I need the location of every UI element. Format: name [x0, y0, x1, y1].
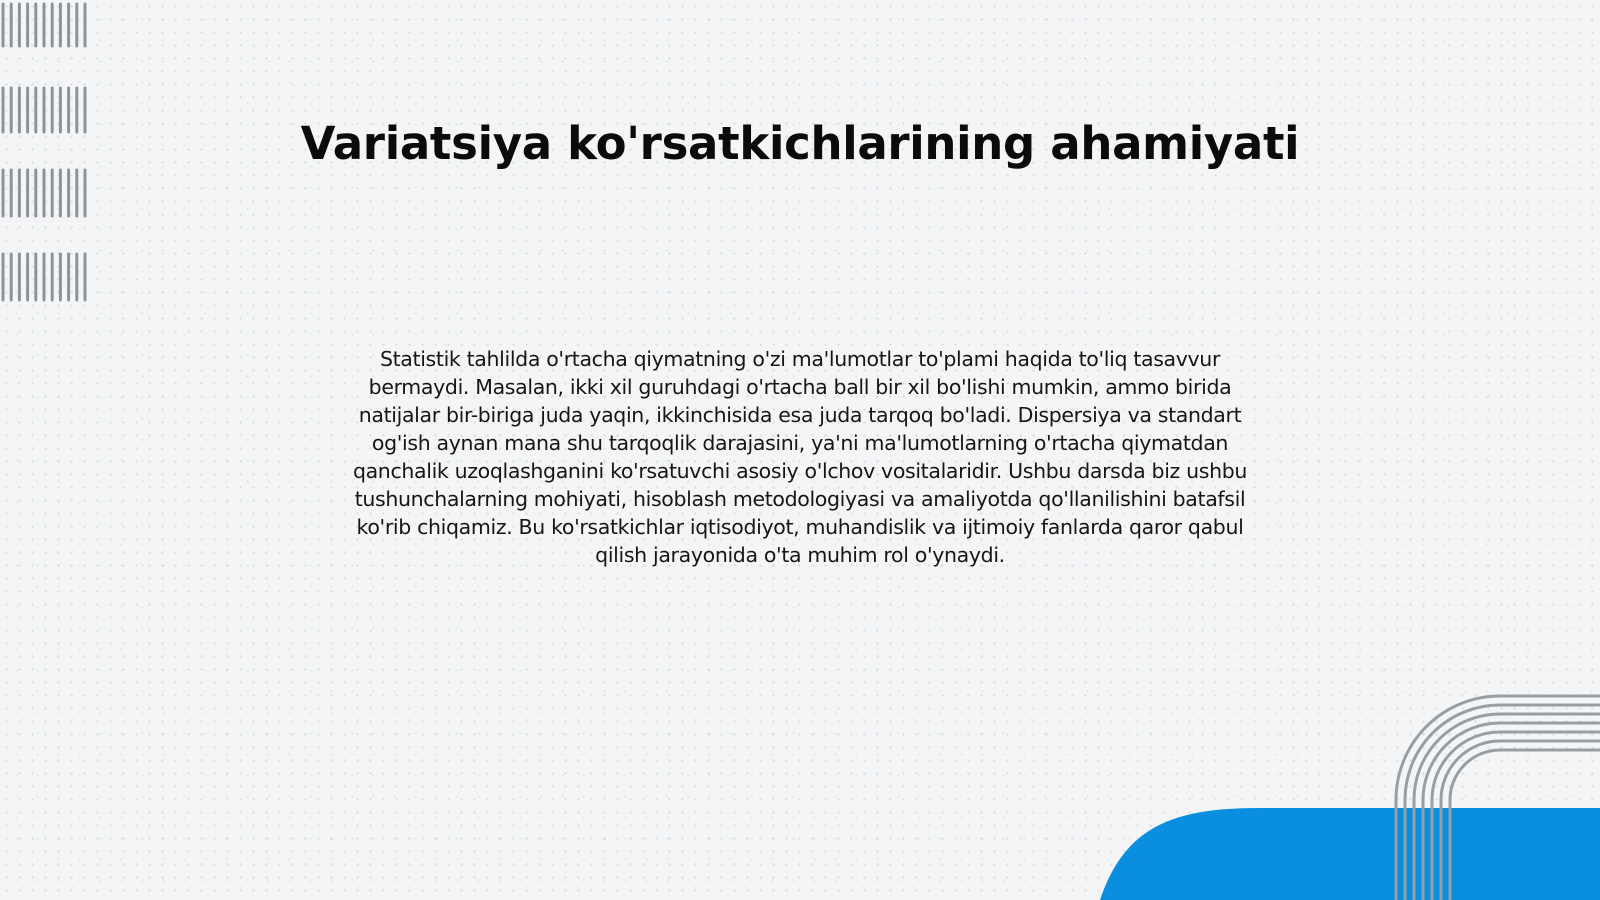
- blue-accent-shape: [1100, 808, 1600, 900]
- vertical-stripes-icon: [0, 0, 96, 310]
- concentric-arches-icon: [1100, 660, 1600, 900]
- slide-body-text: Statistik tahlilda o'rtacha qiymatning o'zi ma'lumotlar to'plami haqida to'liq tasavvur bermaydi. Masalan, ikki xil guruhdagi o'rtacha ball bir xil bo'lishi mumkin, ammo birida natijalar bir-biriga juda yaqin, ikkinchisida esa juda tarqoq bo'ladi. Dispersiya va standart og'ish aynan mana shu tarqoqlik darajasini, ya'ni ma'lumotlarning o'rtacha qiymatdan qanchalik uzoqlashganini ko'rsatuvchi asosiy o'lchov vositalaridir. Ushbu darsda biz ushbu tushunchalarning mohiyati, hisoblash metodologiyasi va amaliyotda qo'llanilishini batafsil ko'rib chiqamiz. Bu ko'rsatkichlar iqtisodiyot, muhandislik va ijtimoiy fanlarda qaror qabul qilish jarayonida o'ta muhim rol o'ynaydi.: [352, 347, 1248, 567]
- slide-title: Variatsiya ko'rsatkichlarining ahamiyati: [300, 117, 1300, 170]
